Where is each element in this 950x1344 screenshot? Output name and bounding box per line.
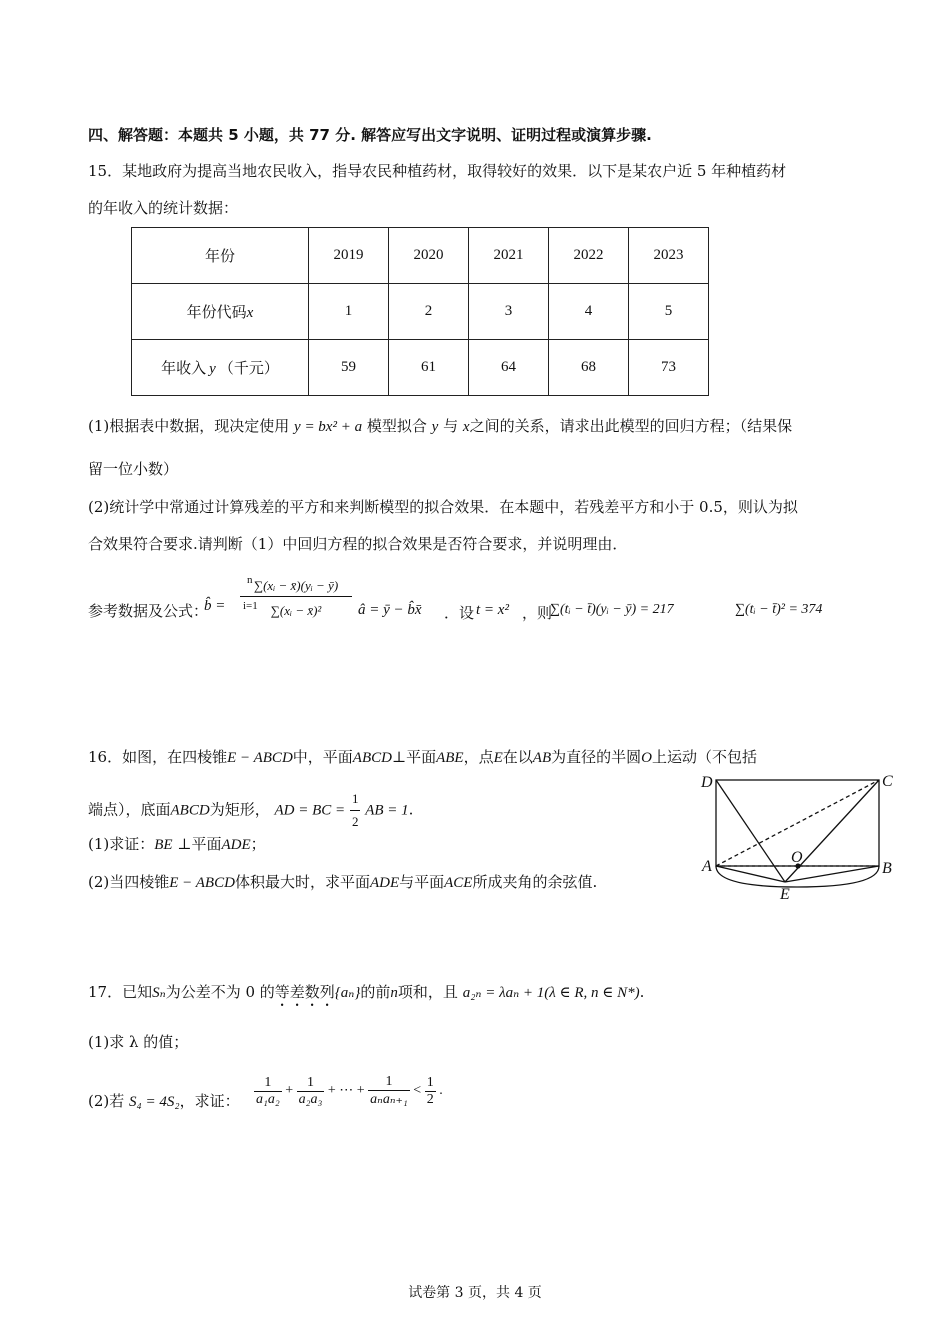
table-cell: 1 (309, 284, 389, 340)
math: AB (532, 750, 552, 766)
label-o: O (791, 849, 803, 866)
edge-ae (716, 866, 785, 882)
label-b: B (882, 860, 892, 877)
text: 为公差不为 0 的 (165, 983, 275, 1001)
text: 平面 (406, 748, 437, 766)
text: 与平面 (399, 873, 445, 891)
math: BE (154, 837, 173, 853)
math: ABCD (170, 802, 210, 819)
text: (2)若 (88, 1092, 125, 1110)
sum2-text: ∑(tᵢ − t̄)² = 374 (735, 602, 823, 617)
text: 与 (443, 417, 459, 435)
q17-part1: (1)求 λ 的值； (88, 1033, 189, 1051)
q15-line1: 15．某地政府为提高当地农民收入，指导农民种植药材，取得较好的效果．以下是某农户近 5 年种植药材 (88, 162, 787, 180)
q15-part2-line1: (2)统计学中常通过计算残差的平方和来判断模型的拟合效果．在本题中，若残差平方和小于 0.5，则认为拟 (88, 498, 798, 516)
term2 (297, 1075, 325, 1108)
frac-num: 1 (254, 1075, 282, 1092)
table-cell: 68 (549, 340, 629, 396)
math: AB = 1 (365, 802, 409, 819)
table-row-code (132, 284, 709, 340)
q16-line2: 端点），底面ABCD为矩形， AD = BC = $\frac{1}{2}$ AB = 1. (88, 788, 413, 833)
let-t: ．设 (444, 604, 475, 622)
income-table (131, 227, 709, 396)
income-var: y (209, 361, 216, 377)
table-header-code (132, 284, 309, 340)
frac-den: a₁a₂ (256, 1091, 280, 1107)
label-c: C (882, 773, 893, 790)
frac-den: aₙaₙ₊₁ (370, 1092, 408, 1107)
var-x: x (462, 419, 470, 435)
page-footer: 试卷第 3 页，共 4 页 (408, 1285, 542, 1301)
math: {aₙ} (334, 985, 361, 1001)
text: 上运动（不包括 (651, 748, 757, 766)
frac-num: 1 (368, 1074, 410, 1091)
ref-label: 参考数据及公式： (88, 602, 209, 620)
table-cell: 59 (309, 340, 389, 396)
frac-den: 2 (351, 814, 359, 829)
sum-lower: i=1 (243, 600, 258, 612)
table-row-income (132, 340, 709, 396)
table-cell: 2019 (309, 228, 389, 284)
section-title: 四、解答题：本题共 5 小题，共 77 分. 解答应写出文字说明、证明过程或演算步骤. (88, 126, 652, 144)
q17-part2 (88, 1090, 240, 1113)
math: ADE (369, 875, 400, 891)
edge-de (716, 780, 785, 882)
var-y: y (431, 419, 439, 435)
label-d: D (701, 774, 713, 791)
term3 (368, 1074, 410, 1108)
income-unit: （千元） (218, 361, 279, 377)
income-label: 年收入 (161, 361, 207, 377)
frac-den: a₂a₃ (298, 1091, 323, 1107)
math: ABCD (352, 750, 392, 766)
table-cell: 2022 (549, 228, 629, 284)
b-fraction (240, 578, 352, 619)
q17-sum-expression: $\frac{1}{\text{a₁a₂}}$ + $\frac{1}{\text{a₂a₃}}$ + ⋯ + $\frac{1}{\text{aₙaₙ₊₁}}$ < $\frac{1}{2}$ . (256, 1074, 443, 1107)
text: 17．已知 (88, 983, 153, 1001)
math: E (493, 750, 503, 766)
dots: + ⋯ + (327, 1083, 365, 1099)
text: 所成夹角的余弦值. (472, 873, 598, 891)
text: ； (250, 835, 266, 853)
a-hat-formula (358, 602, 422, 619)
frac-num: 1 (297, 1075, 325, 1092)
table-cell: 3 (469, 284, 549, 340)
text: (2)当四棱锥 (88, 873, 170, 891)
perp-symbol: ⊥ (177, 837, 192, 853)
model-formula: y = bx² + a (294, 419, 363, 435)
q15-part1 (88, 415, 792, 438)
math: Sₙ (152, 985, 166, 1001)
a-hat: â = ȳ − b̂x̄ (358, 602, 422, 618)
table-cell: 2023 (629, 228, 709, 284)
table-cell: 61 (389, 340, 469, 396)
q16-part1 (88, 833, 266, 856)
frac-num: 1 (426, 1074, 434, 1090)
table-header-income (132, 340, 309, 396)
table-cell: 2 (389, 284, 469, 340)
label-e: E (780, 886, 790, 903)
q15-line2: 的年收入的统计数据： (88, 199, 239, 217)
math: ADE (221, 837, 251, 853)
table-cell: 73 (629, 340, 709, 396)
text: ，点 (463, 748, 494, 766)
math: a₂ₙ = λaₙ + 1(λ ∈ R, n ∈ N*) (462, 985, 640, 1001)
rhs-half (425, 1075, 436, 1108)
perp-symbol: ⊥ (391, 750, 407, 766)
text: 中，平面 (292, 748, 353, 766)
text: 体积最大时，求平面 (234, 873, 370, 891)
sum2 (735, 602, 822, 618)
code-label: 年份代码 (186, 305, 247, 321)
text: ，求证： (179, 1092, 240, 1110)
table-cell: 64 (469, 340, 549, 396)
text: 之间的关系，请求出此模型的回归方程；（结果保 (469, 417, 793, 435)
q16-line1 (88, 746, 757, 769)
b-num-text: ∑(xᵢ − x̄)(yᵢ − ȳ) (253, 578, 339, 593)
table-header-year: 年份 (132, 228, 309, 284)
text: 平面 (191, 835, 222, 853)
text: (1)根据表中数据，现决定使用 (88, 417, 290, 435)
table-cell: 5 (629, 284, 709, 340)
label-a: A (702, 858, 712, 875)
frac-den: 2 (426, 1091, 434, 1107)
t-def (476, 602, 509, 619)
q15-part1-cont: 留一位小数） (88, 460, 179, 478)
text: (1)求证： (88, 835, 155, 853)
b-hat-label (204, 598, 225, 615)
b-numerator (240, 578, 352, 597)
frac-num: 1 (350, 788, 361, 811)
code-var: x (246, 305, 254, 321)
math: E − ABCD (227, 750, 293, 766)
text: 在以 (502, 748, 533, 766)
text: 模型拟合 (366, 417, 427, 435)
then-text: ，则 (522, 604, 553, 622)
text: 16．如图，在四棱锥 (88, 748, 228, 766)
text: 为直径的半圆 (551, 748, 642, 766)
math: n (390, 985, 398, 1001)
t-def-text: t = x² (476, 602, 509, 618)
math: S₄ = 4S₂ (129, 1094, 180, 1110)
text: 端点），底面 (88, 800, 171, 819)
table-row-year (132, 228, 709, 284)
text: 的前 (360, 983, 391, 1001)
b-hat: b̂ = (204, 598, 226, 614)
sum1 (550, 602, 674, 618)
math: AD = BC = (274, 802, 346, 819)
b-den-text: ∑(xᵢ − x̄)² (270, 603, 322, 618)
sum-upper: n (247, 574, 253, 586)
math: O (641, 750, 652, 766)
math: E − ABCD (169, 875, 235, 891)
q17-line1: 17．已知Sₙ为公差不为 0 的等差数列{aₙ}的前n项和，且 a₂ₙ = λaₙ + 1(λ ∈ R, n ∈ N*). (88, 983, 645, 1001)
q16-part2 (88, 871, 597, 894)
table-cell: 4 (549, 284, 629, 340)
text: 项和，且 (397, 983, 458, 1001)
emphasis-text: 等差数列 (274, 983, 335, 1001)
q15-part2-line2: 合效果符合要求.请判断（1）中回归方程的拟合效果是否符合要求，并说明理由． (88, 535, 628, 553)
text: 为矩形， (209, 800, 270, 819)
half-fraction (350, 788, 361, 833)
table-cell: 2020 (389, 228, 469, 284)
pyramid-figure (695, 765, 905, 905)
sum1-text: ∑(tᵢ − t̄)(yᵢ − ȳ) = 217 (550, 602, 674, 617)
math: ACE (444, 875, 473, 891)
table-cell: 2021 (469, 228, 549, 284)
term1 (254, 1075, 282, 1108)
math: ABE (436, 750, 464, 766)
